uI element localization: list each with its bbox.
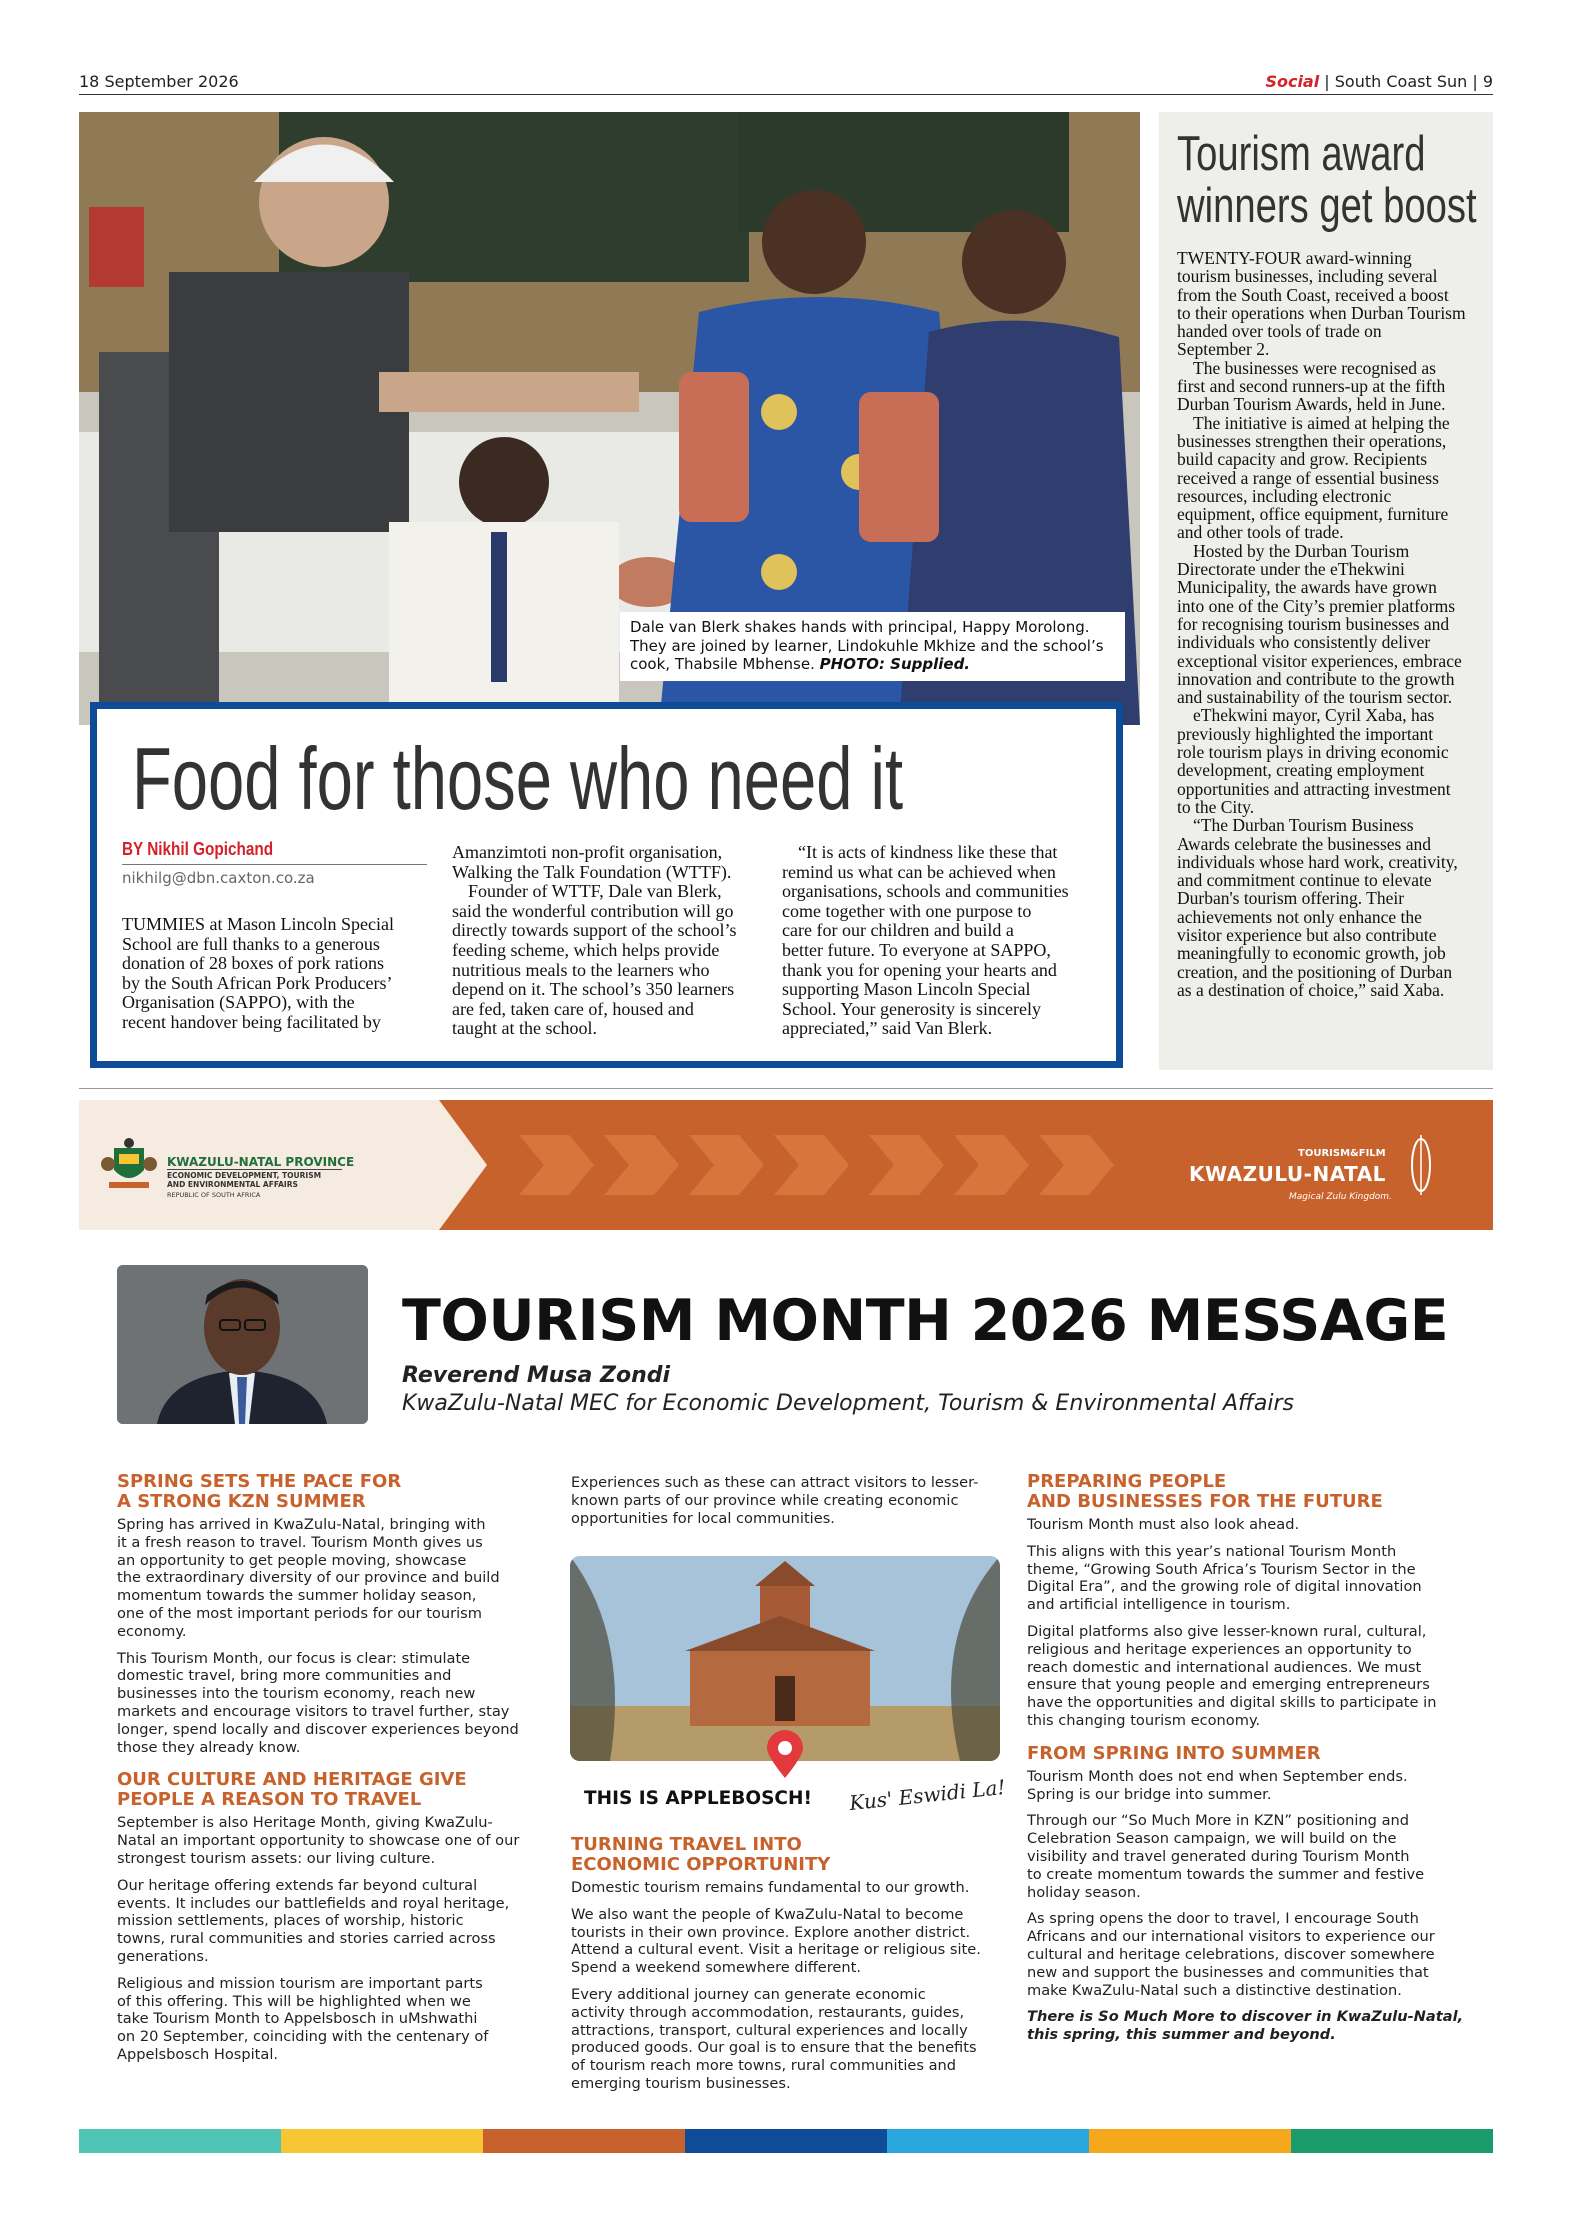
tourism-film-label: TOURISM&FILM <box>1298 1148 1386 1159</box>
text-line: markets and encourage visitors to travel further, stay <box>117 1702 510 1720</box>
text-line: innovation and contribute to the growth <box>1177 668 1455 689</box>
paragraph <box>117 1516 547 1641</box>
text-line: received a range of essential business <box>1177 467 1439 488</box>
text-line: This aligns with this year’s national Tourism Month <box>1027 1542 1397 1560</box>
province-name: KWAZULU-NATAL PROVINCE <box>167 1155 355 1169</box>
text-line: take Tourism Month to Appelsbosch in uMshwathi <box>117 2010 478 2028</box>
text-line: nutritious meals to the learners who <box>452 959 710 980</box>
text-line: achievements not only enhance the <box>1177 906 1422 927</box>
text-line: on 20 September, coinciding with the centenary of <box>117 2028 489 2046</box>
heading-line: ECONOMIC OPPORTUNITY <box>571 1854 831 1875</box>
text-line: and other tools of trade. <box>1177 522 1344 543</box>
text-line: eThekwini mayor, Cyril Xaba, has <box>1193 705 1435 726</box>
text-line: organisations, schools and communities <box>782 881 1069 902</box>
color-bar-segment <box>1089 2129 1291 2153</box>
text-line: opportunities for local communities. <box>571 1509 835 1527</box>
applebosch-tagline: THIS IS APPLEBOSCH! <box>584 1788 812 1809</box>
text-line: Experiences such as these can attract visitors to lesser- <box>571 1474 979 1491</box>
text-line: recent handover being facilitated by <box>122 1011 381 1032</box>
text-line: feeding scheme, which helps provide <box>452 939 720 960</box>
paragraph <box>571 1474 1001 1527</box>
text-line: momentum towards the summer holiday season, <box>117 1587 477 1605</box>
text-line: this changing tourism economy. <box>1027 1711 1261 1729</box>
text-line: The businesses were recognised as <box>1193 357 1436 378</box>
headline-line: winners get boost <box>1177 179 1477 233</box>
text-line: it a fresh reason to travel. Tourism Month gives us <box>117 1533 483 1551</box>
text-line: Spring has arrived in KwaZulu-Natal, bringing with <box>117 1516 486 1533</box>
text-line: one of the most important periods for our tourism <box>117 1604 482 1622</box>
text-line: September is also Heritage Month, giving KwaZulu- <box>117 1814 493 1832</box>
text-line: economy. <box>117 1622 187 1640</box>
kzn-banner <box>79 1100 1493 1230</box>
text-line: Durban's tourism offering. Their <box>1177 888 1405 909</box>
text-line: come together with one purpose to <box>782 900 1032 921</box>
text-line: Through our “So Much More in KZN” positioning and <box>1027 1812 1410 1830</box>
text-line: tourism businesses, including several <box>1177 266 1438 287</box>
text-line: meaningfully to economic growth, job <box>1177 943 1446 964</box>
photo-credit: PHOTO: Supplied. <box>819 655 971 673</box>
shield-logo-icon <box>1409 1135 1433 1199</box>
coat-of-arms-icon <box>99 1136 159 1196</box>
message-title: TOURISM MONTH 2026 MESSAGE <box>402 1288 1449 1354</box>
text-line: individuals who consistently deliver <box>1177 632 1431 653</box>
paragraph <box>1027 1910 1467 1999</box>
text-line: care for our children and build a <box>782 920 1014 941</box>
text-line: are fed, taken care of, housed and <box>452 998 694 1019</box>
page-folio <box>1265 72 1493 91</box>
header-rule <box>79 94 1493 95</box>
message-column-2b <box>571 1835 1001 2102</box>
text-line: handed over tools of trade on <box>1177 321 1382 342</box>
section-heading <box>1027 1744 1467 1764</box>
text-line: School are full thanks to a generous <box>122 933 380 954</box>
text-line: Appelsbosch Hospital. <box>117 2045 279 2063</box>
paragraph <box>117 1650 547 1757</box>
text-line: by the South African Pork Producers’ <box>122 972 393 993</box>
mec-role: KwaZulu-Natal MEC for Economic Development, Tourism & Environmental Affairs <box>402 1391 1295 1416</box>
text-line: to create momentum towards the summer and festive <box>1027 1865 1425 1883</box>
text-line: events. It includes our battlefields and royal heritage, <box>117 1894 510 1912</box>
text-line: directly towards support of the school’s <box>452 920 737 941</box>
text-line: strongest tourism assets: our living culture. <box>117 1849 436 1867</box>
text-line: towns, rural communities and stories carried across <box>117 1930 496 1948</box>
text-line: build capacity and grow. Recipients <box>1177 449 1428 470</box>
text-line: activity through accommodation, restaurants, guides, <box>571 2003 965 2021</box>
text-line: and artificial intelligence in tourism. <box>1027 1596 1291 1614</box>
text-line: as a destination of choice,” said Xaba. <box>1177 979 1445 1000</box>
paragraph <box>1027 1768 1467 1804</box>
text-line: generations. <box>117 1947 209 1965</box>
heading-line: PREPARING PEOPLE <box>1027 1471 1227 1492</box>
mec-name: Reverend Musa Zondi <box>402 1363 671 1388</box>
text-line: reach domestic and international audiences. We must <box>1027 1658 1422 1676</box>
heading-line: A STRONG KZN SUMMER <box>117 1491 366 1512</box>
text-line: Awards celebrate the businesses and <box>1177 833 1431 854</box>
paragraph <box>571 1879 1001 1897</box>
text-line: “The Durban Tourism Business <box>1193 815 1414 836</box>
text-line: mission settlements, places of worship, historic <box>117 1912 464 1930</box>
text-line: Founder of WTTF, Dale van Blerk, <box>468 881 722 902</box>
text-line: from the South Coast, received a boost <box>1177 284 1449 305</box>
story-column-3 <box>782 843 1069 1039</box>
byline: BY Nikhil Gopichand <box>122 839 274 859</box>
issue-date: 18 September 2026 <box>79 72 239 91</box>
paragraph <box>117 1975 547 2064</box>
heading-line: FROM SPRING INTO SUMMER <box>1027 1742 1321 1764</box>
text-line: produced goods. Our goal is to ensure that the benefits <box>571 2039 977 2057</box>
byline-rule <box>122 864 427 865</box>
text-line: Spring is our bridge into summer. <box>1027 1785 1272 1803</box>
story-box <box>90 702 1123 1068</box>
text-line: As spring opens the door to travel, I encourage South <box>1027 1910 1419 1928</box>
section-heading <box>1027 1472 1467 1512</box>
text-line: cultural and heritage celebrations, discover somewhere <box>1027 1945 1435 1963</box>
text-line: Domestic tourism remains fundamental to our growth. <box>571 1879 970 1896</box>
caption-text: cook, Thabsile Mbhense. <box>630 655 815 673</box>
message-column-1 <box>117 1472 547 2073</box>
dept-line: AND ENVIRONMENTAL AFFAIRS <box>167 1179 298 1189</box>
text-line: taught at the school. <box>452 1018 597 1039</box>
color-bar-segment <box>483 2129 685 2153</box>
text-line: Religious and mission tourism are important parts <box>117 1974 483 1992</box>
text-line: remind us what can be achieved when <box>782 861 1056 882</box>
text-line: for recognising tourism businesses and <box>1177 613 1450 634</box>
text-line: to their operations when Durban Tourism <box>1177 302 1466 323</box>
text-line: of tourism reach more towns, rural communities and <box>571 2057 957 2075</box>
sidebar-headline <box>1177 128 1477 232</box>
text-line: September 2. <box>1177 339 1270 360</box>
closing-statement <box>1027 2008 1467 2044</box>
message-column-2 <box>571 1474 1001 1536</box>
text-line: Spend a weekend somewhere different. <box>571 1959 862 1977</box>
banner-notch <box>439 1100 487 1230</box>
story-column-2 <box>452 843 736 1039</box>
color-bar-segment <box>685 2129 887 2153</box>
text-line: emerging tourism businesses. <box>571 2074 791 2092</box>
story-column-1 <box>122 915 394 1033</box>
text-line: opportunities and attracting investment <box>1177 778 1451 799</box>
text-line: Africans and our international visitors to experience our <box>1027 1928 1435 1946</box>
text-line: depend on it. The school’s 350 learners <box>452 979 735 1000</box>
text-line: Attend a cultural event. Visit a heritage or religious site. <box>571 1941 981 1959</box>
text-line: development, creating employment <box>1177 760 1425 781</box>
text-line: “It is acts of kindness like these that <box>798 842 1058 862</box>
text-line: Tourism Month does not end when September ends. <box>1027 1767 1408 1785</box>
script-tagline: Kus' Eswidi La! <box>848 1774 1007 1816</box>
republic-label: REPUBLIC OF SOUTH AFRICA <box>167 1191 261 1199</box>
paragraph <box>571 1906 1001 1977</box>
text-line: Amanzimtoti non-profit organisation, <box>452 842 723 862</box>
paragraph <box>117 1877 547 1966</box>
department-name <box>167 1172 321 1189</box>
dept-line: ECONOMIC DEVELOPMENT, TOURISM <box>167 1171 322 1180</box>
text-line: domestic travel, bring more communities and <box>117 1667 452 1685</box>
text-line: appreciated,” said Van Blerk. <box>782 1018 993 1039</box>
text-line: longer, spend locally and discover experiences beyond <box>117 1720 519 1738</box>
sidebar-story <box>1159 112 1493 1070</box>
text-line: better future. To everyone at SAPPO, <box>782 939 1051 960</box>
heading-line: TURNING TRAVEL INTO <box>571 1834 802 1855</box>
heading-line: OUR CULTURE AND HERITAGE GIVE <box>117 1769 467 1791</box>
text-line: Municipality, the awards have grown <box>1177 577 1437 598</box>
text-line: Durban Tourism Awards, held in June. <box>1177 394 1446 415</box>
section-heading <box>117 1770 547 1810</box>
text-line: Digital Era”, and the growing role of digital innovation <box>1027 1578 1422 1596</box>
paragraph <box>117 1814 547 1867</box>
section-heading <box>117 1472 547 1512</box>
heading-line: AND BUSINESSES FOR THE FUTURE <box>1027 1491 1383 1512</box>
text-line: said the wonderful contribution will go <box>452 900 734 921</box>
message-column-3 <box>1027 1472 1467 2053</box>
logo-rule <box>167 1169 342 1170</box>
text-line: This Tourism Month, our focus is clear: stimulate <box>117 1649 471 1667</box>
headline-line: Tourism award <box>1177 127 1426 181</box>
text-line: Organisation (SAPPO), with the <box>122 992 355 1013</box>
text-line: Natal an important opportunity to showcase one of our <box>117 1832 520 1850</box>
publication-name: | South Coast Sun | 9 <box>1324 72 1493 91</box>
text-line: businesses into the tourism economy, reach new <box>117 1685 476 1703</box>
text-line: make KwaZulu-Natal such a distinctive destination. <box>1027 1981 1402 1999</box>
text-line: Celebration Season campaign, we will build on the <box>1027 1830 1397 1848</box>
paragraph <box>1027 1543 1467 1614</box>
color-bar-segment <box>1291 2129 1493 2153</box>
color-bar-segment <box>79 2129 281 2153</box>
text-line: equipment, office equipment, furniture <box>1177 504 1449 525</box>
text-line: Hosted by the Durban Tourism <box>1193 540 1410 561</box>
text-line: previously highlighted the important <box>1177 723 1434 744</box>
caption-line <box>630 655 1115 674</box>
text-line: resources, including electronic <box>1177 485 1392 506</box>
text-line: of this offering. This will be highlighted when we <box>117 1992 471 2010</box>
text-line: Every additional journey can generate economic <box>571 1985 926 2003</box>
text-line: donation of 28 boxes of pork rations <box>122 953 384 974</box>
location-pin-icon <box>765 1730 805 1784</box>
text-line: thank you for opening your hearts and <box>782 959 1057 980</box>
text-line: into one of the City’s premier platforms <box>1177 595 1456 616</box>
paragraph <box>1027 1623 1467 1730</box>
photo-caption <box>620 612 1125 681</box>
color-bar-segment <box>887 2129 1089 2153</box>
paragraph <box>571 1986 1001 2093</box>
text-line: Tourism Month must also look ahead. <box>1027 1516 1300 1533</box>
text-line: religious and heritage experiences an opportunity to <box>1027 1640 1412 1658</box>
text-line: Directorate under the eThekwini <box>1177 559 1405 580</box>
text-line: known parts of our province while creating economic <box>571 1491 959 1509</box>
text-line: businesses strengthen their operations, <box>1177 430 1447 451</box>
text-line: those they already know. <box>117 1738 301 1756</box>
paragraph <box>1027 1812 1467 1901</box>
kwazulu-natal-logo-text: KWAZULU-NATAL <box>1189 1162 1386 1186</box>
text-line: have the opportunities and digital skills to participate in <box>1027 1694 1437 1712</box>
sidebar-body <box>1177 249 1487 999</box>
text-line: to the City. <box>1177 796 1255 817</box>
text-line: new and support the businesses and communities that <box>1027 1963 1429 1981</box>
mec-portrait <box>117 1265 368 1424</box>
caption-line: They are joined by learner, Lindokuhle Mkhize and the school’s <box>630 636 1104 655</box>
text-line: exceptional visitor experiences, embrace <box>1177 650 1462 671</box>
text-line: visibility and travel generated during Tourism Month <box>1027 1847 1410 1865</box>
text-line: theme, “Growing South Africa’s Tourism Sector in the <box>1027 1560 1416 1578</box>
text-line: the extraordinary diversity of our province and build <box>117 1569 500 1587</box>
paragraph <box>1027 1516 1467 1534</box>
section-name: Social <box>1265 72 1320 91</box>
text-line: and sustainability of the tourism sector. <box>1177 687 1453 708</box>
text-line: first and second runners-up at the fifth <box>1177 376 1446 397</box>
banner-tagline: Magical Zulu Kingdom. <box>1289 1192 1392 1202</box>
section-heading <box>571 1835 1001 1875</box>
author-email: nikhilg@dbn.caxton.co.za <box>122 869 315 887</box>
text-line: There is So Much More to discover in KwaZulu-Natal, <box>1027 2008 1464 2026</box>
text-line: creation, and the positioning of Durban <box>1177 961 1453 982</box>
text-line: individuals whose hard work, creativity, <box>1177 851 1458 872</box>
text-line: TWENTY-FOUR award-winning <box>1177 248 1412 268</box>
story-headline: Food for those who need it <box>132 729 904 828</box>
text-line: ensure that young people and emerging entrepreneurs <box>1027 1676 1430 1694</box>
text-line: We also want the people of KwaZulu-Natal to become <box>571 1905 964 1923</box>
text-line: School. Your generosity is sincerely <box>782 998 1041 1019</box>
text-line: TUMMIES at Mason Lincoln Special <box>122 914 394 934</box>
text-line: Digital platforms also give lesser-known rural, cultural, <box>1027 1622 1427 1640</box>
text-line: an opportunity to get people moving, showcase <box>117 1551 467 1569</box>
heading-line: PEOPLE A REASON TO TRAVEL <box>117 1789 422 1811</box>
caption-line: Dale van Blerk shakes hands with principal, Happy Morolong. <box>630 618 1090 636</box>
text-line: this spring, this summer and beyond. <box>1027 2026 1336 2044</box>
section-divider <box>79 1088 1493 1089</box>
text-line: Walking the Talk Foundation (WTTF). <box>452 861 732 882</box>
text-line: The initiative is aimed at helping the <box>1193 412 1450 433</box>
text-line: and commitment continue to elevate <box>1177 870 1432 891</box>
text-line: holiday season. <box>1027 1883 1141 1901</box>
text-line: tourists in their own province. Explore another district. <box>571 1923 971 1941</box>
text-line: attractions, transport, cultural experiences and locally <box>571 2021 968 2039</box>
heading-line: SPRING SETS THE PACE FOR <box>117 1471 402 1492</box>
text-line: visitor experience but also contribute <box>1177 924 1437 945</box>
text-line: role tourism plays in driving economic <box>1177 742 1449 763</box>
text-line: Our heritage offering extends far beyond cultural <box>117 1876 478 1894</box>
text-line: supporting Mason Lincoln Special <box>782 979 1031 1000</box>
color-bar-segment <box>281 2129 483 2153</box>
